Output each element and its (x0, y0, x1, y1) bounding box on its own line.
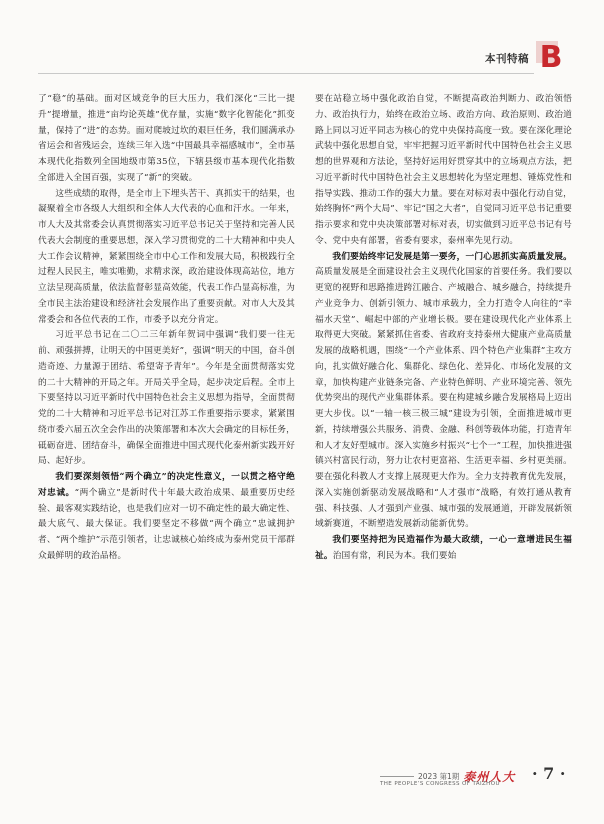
header-rule (38, 73, 534, 74)
magazine-english-name: THE PEOPLE’S CONGRESS OF TAIZHOU (380, 781, 500, 787)
bold-lead: 我们要深刻领悟“两个确立”的决定性意义，一以贯之格守绝对忠诚。 (38, 472, 295, 498)
paragraph: 了“稳”的基础。面对区域竞争的巨大压力，我们深化“三比一提升”提增量，推进“亩均论英雄”优存量，实施“数字化智能化”抓变量，保持了“进”的态势。面对爬坡过坎的艰巨任务，我们圆满承办省运会和省残运会，连续三年入选“中国最具幸福感城市”，全市基本现代化指数列全国地级市第35位，下辖县级市基本现代化指数全部进入全国百强，实现了“新”的突破。 (38, 94, 295, 183)
section-letter: B (539, 39, 563, 75)
footer-rule (380, 776, 414, 777)
paragraph-body: “两个确立”是新时代十年最大政治成果、最重要历史经验、最客观实践结论，也是我们应对一切不确定性的最大确定性、最大底气、最大保证。我们要坚定不移做“两个确立”忠诚拥护者、“两个维护”示范引领者，让忠诚核心始终成为泰州党员干部群众最鲜明的政治品格。 (38, 487, 295, 561)
paragraph-body: 高质量发展是全面建设社会主义现代化国家的首要任务。我们要以更宽的视野和思路推进跨江融合、产城融合、城乡融合，持续提升产业竞争力、创新引领力、城市承载力，全力打造令人向往的“幸福水天堂”、崛起中部的产业增长极。要在建设现代化产业体系上取得更大突破。紧紧抓住省委、省政府支持泰州大健康产业高质量发展的战略机遇，围绕“一个产业体系、四个特色产业集群”主攻方向，扎实做好融合化、集群化、绿色化、差异化、市场化发展的文章，加快构建产业链条完备、产业特色鲜明、产业环境完善、领先优势突出的现代产业集群体系。要在构建城乡融合发展格局上迈出更大步伐。以“一轴一核三极三城”建设为引领，全面推进城市更新，持续增强公共服务、消费、金融、科创等载体功能，打造青年和人才友好型城市。深入实施乡村振兴“七个一”工程，加快推进强镇兴村富民行动，努力让农村更富裕、生活更幸福、乡村更美丽。要在强化科教人才支撑上展现更大作为。全力支持教育优先发展，深入实施创新驱动发展战略和“人才强市”战略，有效打通从教育强、科技强、人才强到产业强、城市强的发展通道，开辟发展新领域新赛道，不断塑造发展新动能新优势。 (315, 267, 572, 530)
paragraph: 这些成绩的取得，是全市上下埋头苦干、真抓实干的结果，也凝聚着全市各级人大组织和全体人大代表的心血和汗水。一年来，市人大及其常委会认真贯彻落实习近平总书记关于坚持和完善人民代表大会制度的重要思想，深入学习贯彻党的二十大精神和中央人大工作会议精神，紧紧围绕全市中心工作和发展大局，积极践行全过程人民民主，唯实唯勤，求精求深，政治建设体现高站位，地方立法呈现高质量，依法监督彰显高效能，代表工作凸显高标准，为全市民主法治建设和经济社会发展作出了重要贡献。对市人大及其常委会和各位代表的工作，市委予以充分肯定。 (38, 188, 295, 325)
section-badge (536, 41, 566, 74)
magazine-logo: 泰州人大 (463, 770, 516, 784)
issue-number: 2023 第1期 (418, 772, 460, 781)
paragraph (315, 533, 572, 565)
paragraph (38, 470, 295, 565)
left-column (38, 92, 295, 732)
paragraph-body: 治国有常，利民为本。我们要始 (332, 550, 457, 561)
paragraph: 要在站稳立场中强化政治自觉，不断提高政治判断力、政治领悟力、政治执行力，始终在政治立场、政治方向、政治原则、政治道路上同以习近平同志为核心的党中央保持高度一致。要在深化理论武装中强化思想自觉，牢牢把握习近平新时代中国特色社会主义思想的世界观和方法论，坚持好运用好贯穿其中的立场观点方法，把习近平新时代中国特色社会主义思想转化为坚定理想、锤炼党性和指导实践、推动工作的强大力量。要在对标对表中强化行动自觉，始终胸怀“两个大局”、牢记“国之大者”，自觉同习近平总书记重要指示要求和党中央决策部署对标对表，切实做到习近平总书记有号令、党中央有部署，省委有要求，泰州率先见行动。 (315, 94, 572, 246)
right-column (315, 92, 572, 732)
section-label: 本刊特稿 (485, 53, 529, 65)
paragraph (315, 250, 572, 534)
bold-lead: 我们要始终牢记发展是第一要务，一门心思抓实高质量发展。 (332, 251, 572, 262)
page-number: · 7 · (532, 764, 566, 783)
bold-lead: 我们要坚持把为民造福作为最大政绩，一心一意增进民生福祉。 (315, 535, 572, 561)
paragraph: 习近平总书记在二〇二三年新年贺词中强调“我们要一往无前、顽强拼搏，让明天的中国更美好”，强调“明天的中国，奋斗创造奇迹、力量源于团结、希望寄予青年”。今年是全面贯彻落实党的二十大精神的开局之年。开局关乎全局，起步决定后程。全市上下要坚持以习近平新时代中国特色社会主义思想为指导，全面贯彻党的二十大精神和习近平总书记对江苏工作重要指示要求，紧紧围绕市委六届五次全会作出的决策部署和本次大会确定的目标任务，砥砺奋进、团结奋斗，确保全面推进中国式现代化泰州新实践开好局、起好步。 (38, 330, 295, 467)
